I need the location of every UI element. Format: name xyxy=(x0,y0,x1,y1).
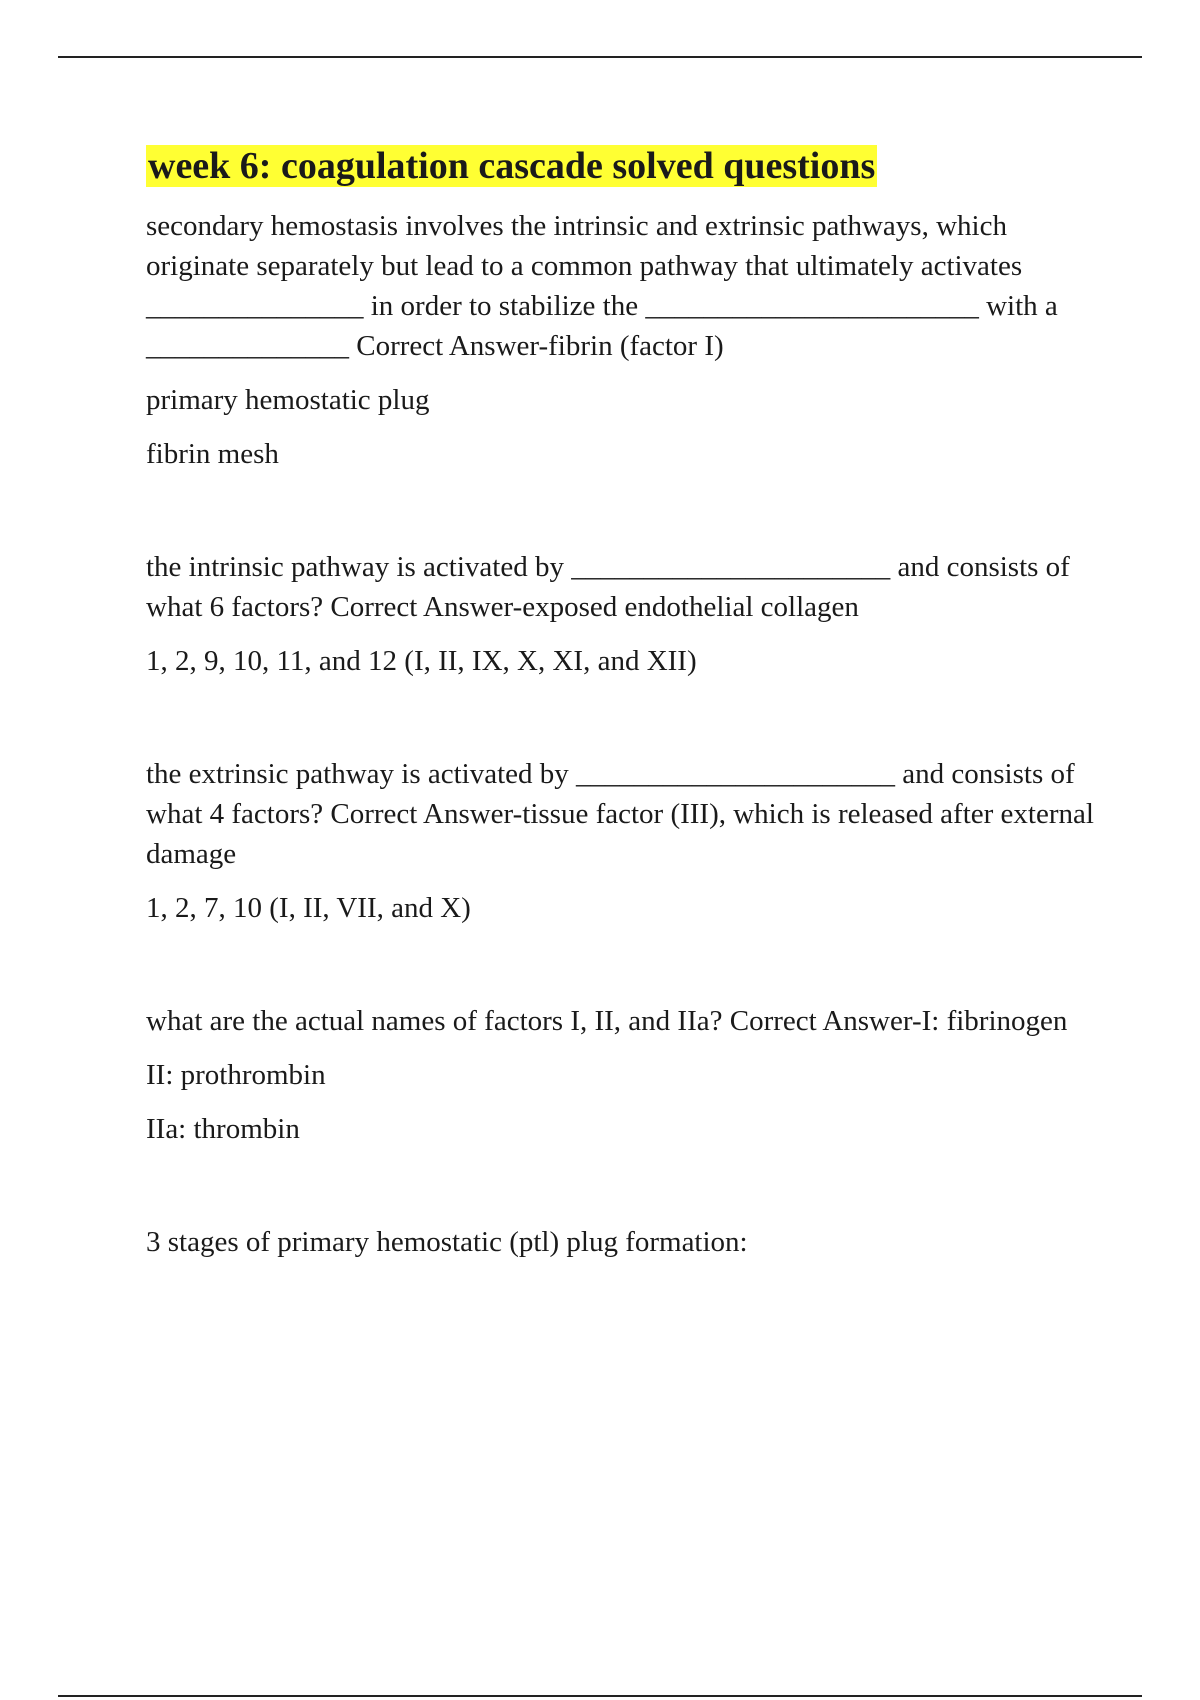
qa-item-2 xyxy=(146,547,1096,681)
answer-line: II: prothrombin xyxy=(146,1059,326,1091)
document-title xyxy=(146,140,1096,192)
question-text: 3 stages of primary hemostatic (ptl) plug formation: xyxy=(146,1226,748,1258)
qa-item-4 xyxy=(146,1001,1096,1149)
question-text: the intrinsic pathway is activated by ______________________ and consists of what 6 factors? Correct Answer-exposed endothelial collagen xyxy=(146,551,1070,623)
qa-item-1 xyxy=(146,206,1096,474)
document-body xyxy=(146,140,1096,1262)
header-rule xyxy=(58,56,1142,58)
spacer xyxy=(146,1149,1096,1222)
question-text: what are the actual names of factors I, II, and IIa? Correct Answer-I: fibrinogen xyxy=(146,1005,1068,1037)
answer-line: 1, 2, 7, 10 (I, II, VII, and X) xyxy=(146,892,471,924)
answer-line: 1, 2, 9, 10, 11, and 12 (I, II, IX, X, XI, and XII) xyxy=(146,645,697,677)
question-text: the extrinsic pathway is activated by ______________________ and consists of what 4 factors? Correct Answer-tissue factor (III), which is released after external damage xyxy=(146,758,1094,870)
title-highlight: week 6: coagulation cascade solved questions xyxy=(148,145,876,187)
question-text: secondary hemostasis involves the intrinsic and extrinsic pathways, which originate separately but lead to a common pathway that ultimately activates _______________ in order to stabilize the _______________________ with a ______________ Correct Answer-fibrin (factor I) xyxy=(146,210,1058,362)
qa-item-5 xyxy=(146,1222,1096,1262)
answer-line: primary hemostatic plug xyxy=(146,384,430,416)
spacer xyxy=(146,928,1096,1001)
qa-item-3 xyxy=(146,754,1096,928)
spacer xyxy=(146,474,1096,547)
answer-line: fibrin mesh xyxy=(146,438,279,470)
answer-line: IIa: thrombin xyxy=(146,1113,300,1145)
footer-rule xyxy=(58,1695,1142,1697)
spacer xyxy=(146,681,1096,754)
